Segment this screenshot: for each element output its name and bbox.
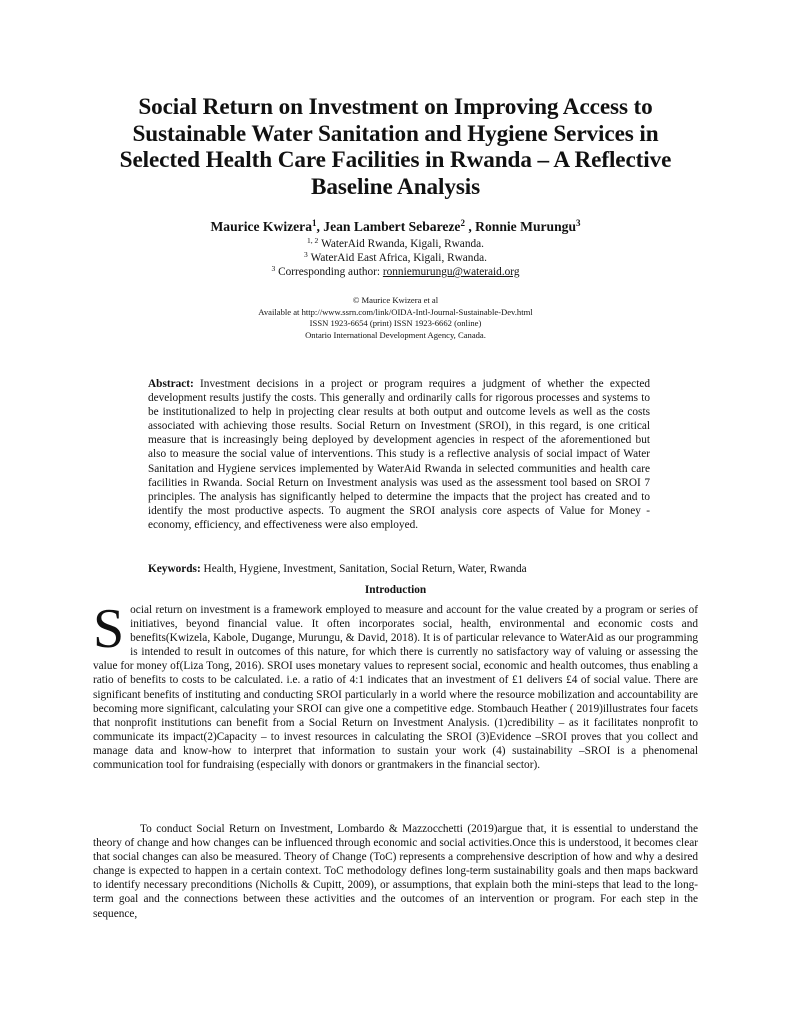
affiliation-mark: 3	[304, 250, 308, 259]
section-heading-introduction: Introduction	[364, 584, 427, 596]
availability-url: Available at http://www.ssrn.com/link/OIDA-Intl-Journal-Sustainable-Dev.html	[258, 306, 533, 317]
abstract-label: Abstract:	[148, 378, 194, 390]
corresponding-author	[95, 262, 696, 279]
paper-title: Social Return on Investment on Improving Access to Sustainable Water Sanitation and Hygiene Services in Selected Health Care Facilities in Rwanda – A Reflective Baseline Analysis	[119, 94, 672, 200]
affiliation-mark: 1, 2	[307, 236, 319, 245]
publisher-line: Ontario International Development Agency, Canada.	[305, 329, 486, 340]
author-name: Maurice Kwizera	[210, 219, 312, 234]
keywords	[148, 562, 650, 576]
author-list: Maurice Kwizera$^1$, Jean Lambert Sebareze$^2$ , Ronnie Murungu$^3$	[210, 218, 581, 234]
author-affiliation-mark: 3	[576, 218, 581, 228]
author-name: Ronnie Murungu	[475, 219, 577, 234]
paragraph-text: ocial return on investment is a framework employed to measure and account for the value created by a program or series of initiatives, beyond financial value. It often incorporates social, health, environmental and economic costs and benefits(Kwizela, Kabole, Dugange, Murungu, & David, 2018). It is of particular relevance to WaterAid as our programming is intended to result in outcomes of this nature, for which there is currently no satisfactory way of valuing or assessing the value for money of(Liza Tong, 2016). SROI uses monetary values to represent social, economic and health outcomes, thus enabling a ratio of benefits to costs to be calculated. i.e. a ratio of 4:1 indicates that an investment of £1 delivers £4 of social value. There are significant benefits of instituting and conducting SROI particularly in a world where the resource mobilization and accountability are becoming more significant, calculating your SROI can give one a competitive edge. Stombauch Heather ( 2019)illustrates four facets that nonprofit institutions can benefit from a Social Return on Investment Analysis. (1)credibility – as it facilitates nonprofit to communicate its impact(2)Capacity – to invest resources in calculating the SROI (3)Evidence –SROI proves that you collect and manage data and know-how to interpret that information to sustain your work (4) sustainability –SROI is a phenomenal communication tool for fundraising (especially with donors or grantmakers in the financial sector).	[93, 604, 698, 772]
author-email-link[interactable]: ronniemurungu@wateraid.org	[382, 266, 520, 278]
author-name: Jean Lambert Sebareze	[323, 219, 461, 234]
abstract-text: Investment decisions in a project or program requires a judgment of whether the expected development results justify the costs. This generally and ordinarily calls for rigorous processes and systems to be institutionalized to help in projecting clear results at both output and outcome levels as well as the costs associated with achieving those results. Social Return on Investment (SROI), in this regard, is one critical measure that is increasingly being deployed by development agencies in respect of the aforementioned but also to measure the social value of interventions. This study is a reflective analysis of social impact of Water Sanitation and Hygiene services implemented by WaterAid Rwanda in selected communities and health care facilities in Rwanda. Social Return on Investment analysis was used as the assessment tool based on SROI 7 principles. The analysis has significantly helped to determine the impacts that the project has created and to identify the most productive aspects. To augment the SROI analysis core aspects of Value for Money - economy, efficiency, and effectiveness were also employed.	[148, 378, 650, 531]
affiliation-text: Corresponding author:	[278, 266, 383, 278]
author-affiliation-mark: 1	[312, 218, 317, 228]
publication-info	[95, 295, 696, 341]
keywords-text: Health, Hygiene, Investment, Sanitation, Social Return, Water, Rwanda	[200, 563, 527, 575]
affiliation-mark: 3	[271, 264, 276, 273]
abstract	[148, 377, 650, 532]
body-paragraph	[93, 598, 698, 772]
author-affiliation-mark: 2	[460, 218, 465, 228]
drop-cap: S	[93, 598, 125, 660]
affiliation-text: WaterAid East Africa, Kigali, Rwanda.	[310, 252, 487, 264]
body-paragraph: To conduct Social Return on Investment, Lombardo & Mazzocchetti (2019)argue that, it is essential to understand the theory of change and how changes can be influenced through economic and social activities.Once this is understood, it becomes clear that social changes can also be measured. Theory of Change (ToC) represents a comprehensive description of how and why a desired change is expected to happen in a certain context. ToC methodology defines long-term sustainability goals and then maps backward to identify necessary preconditions (Nicholls & Cupitt, 2009), or assumptions, that explain both the mini-steps that lead to the long-term goal and the connections between these activities and the outcomes of an intervention or program. For each step in the sequence,	[93, 823, 698, 920]
issn-line: ISSN 1923-6654 (print) ISSN 1923-6662 (online)	[309, 318, 482, 329]
copyright-line: © Maurice Kwizera et al	[352, 295, 439, 305]
keywords-label: Keywords:	[148, 563, 201, 575]
affiliation-text: WaterAid Rwanda, Kigali, Rwanda.	[321, 238, 484, 250]
